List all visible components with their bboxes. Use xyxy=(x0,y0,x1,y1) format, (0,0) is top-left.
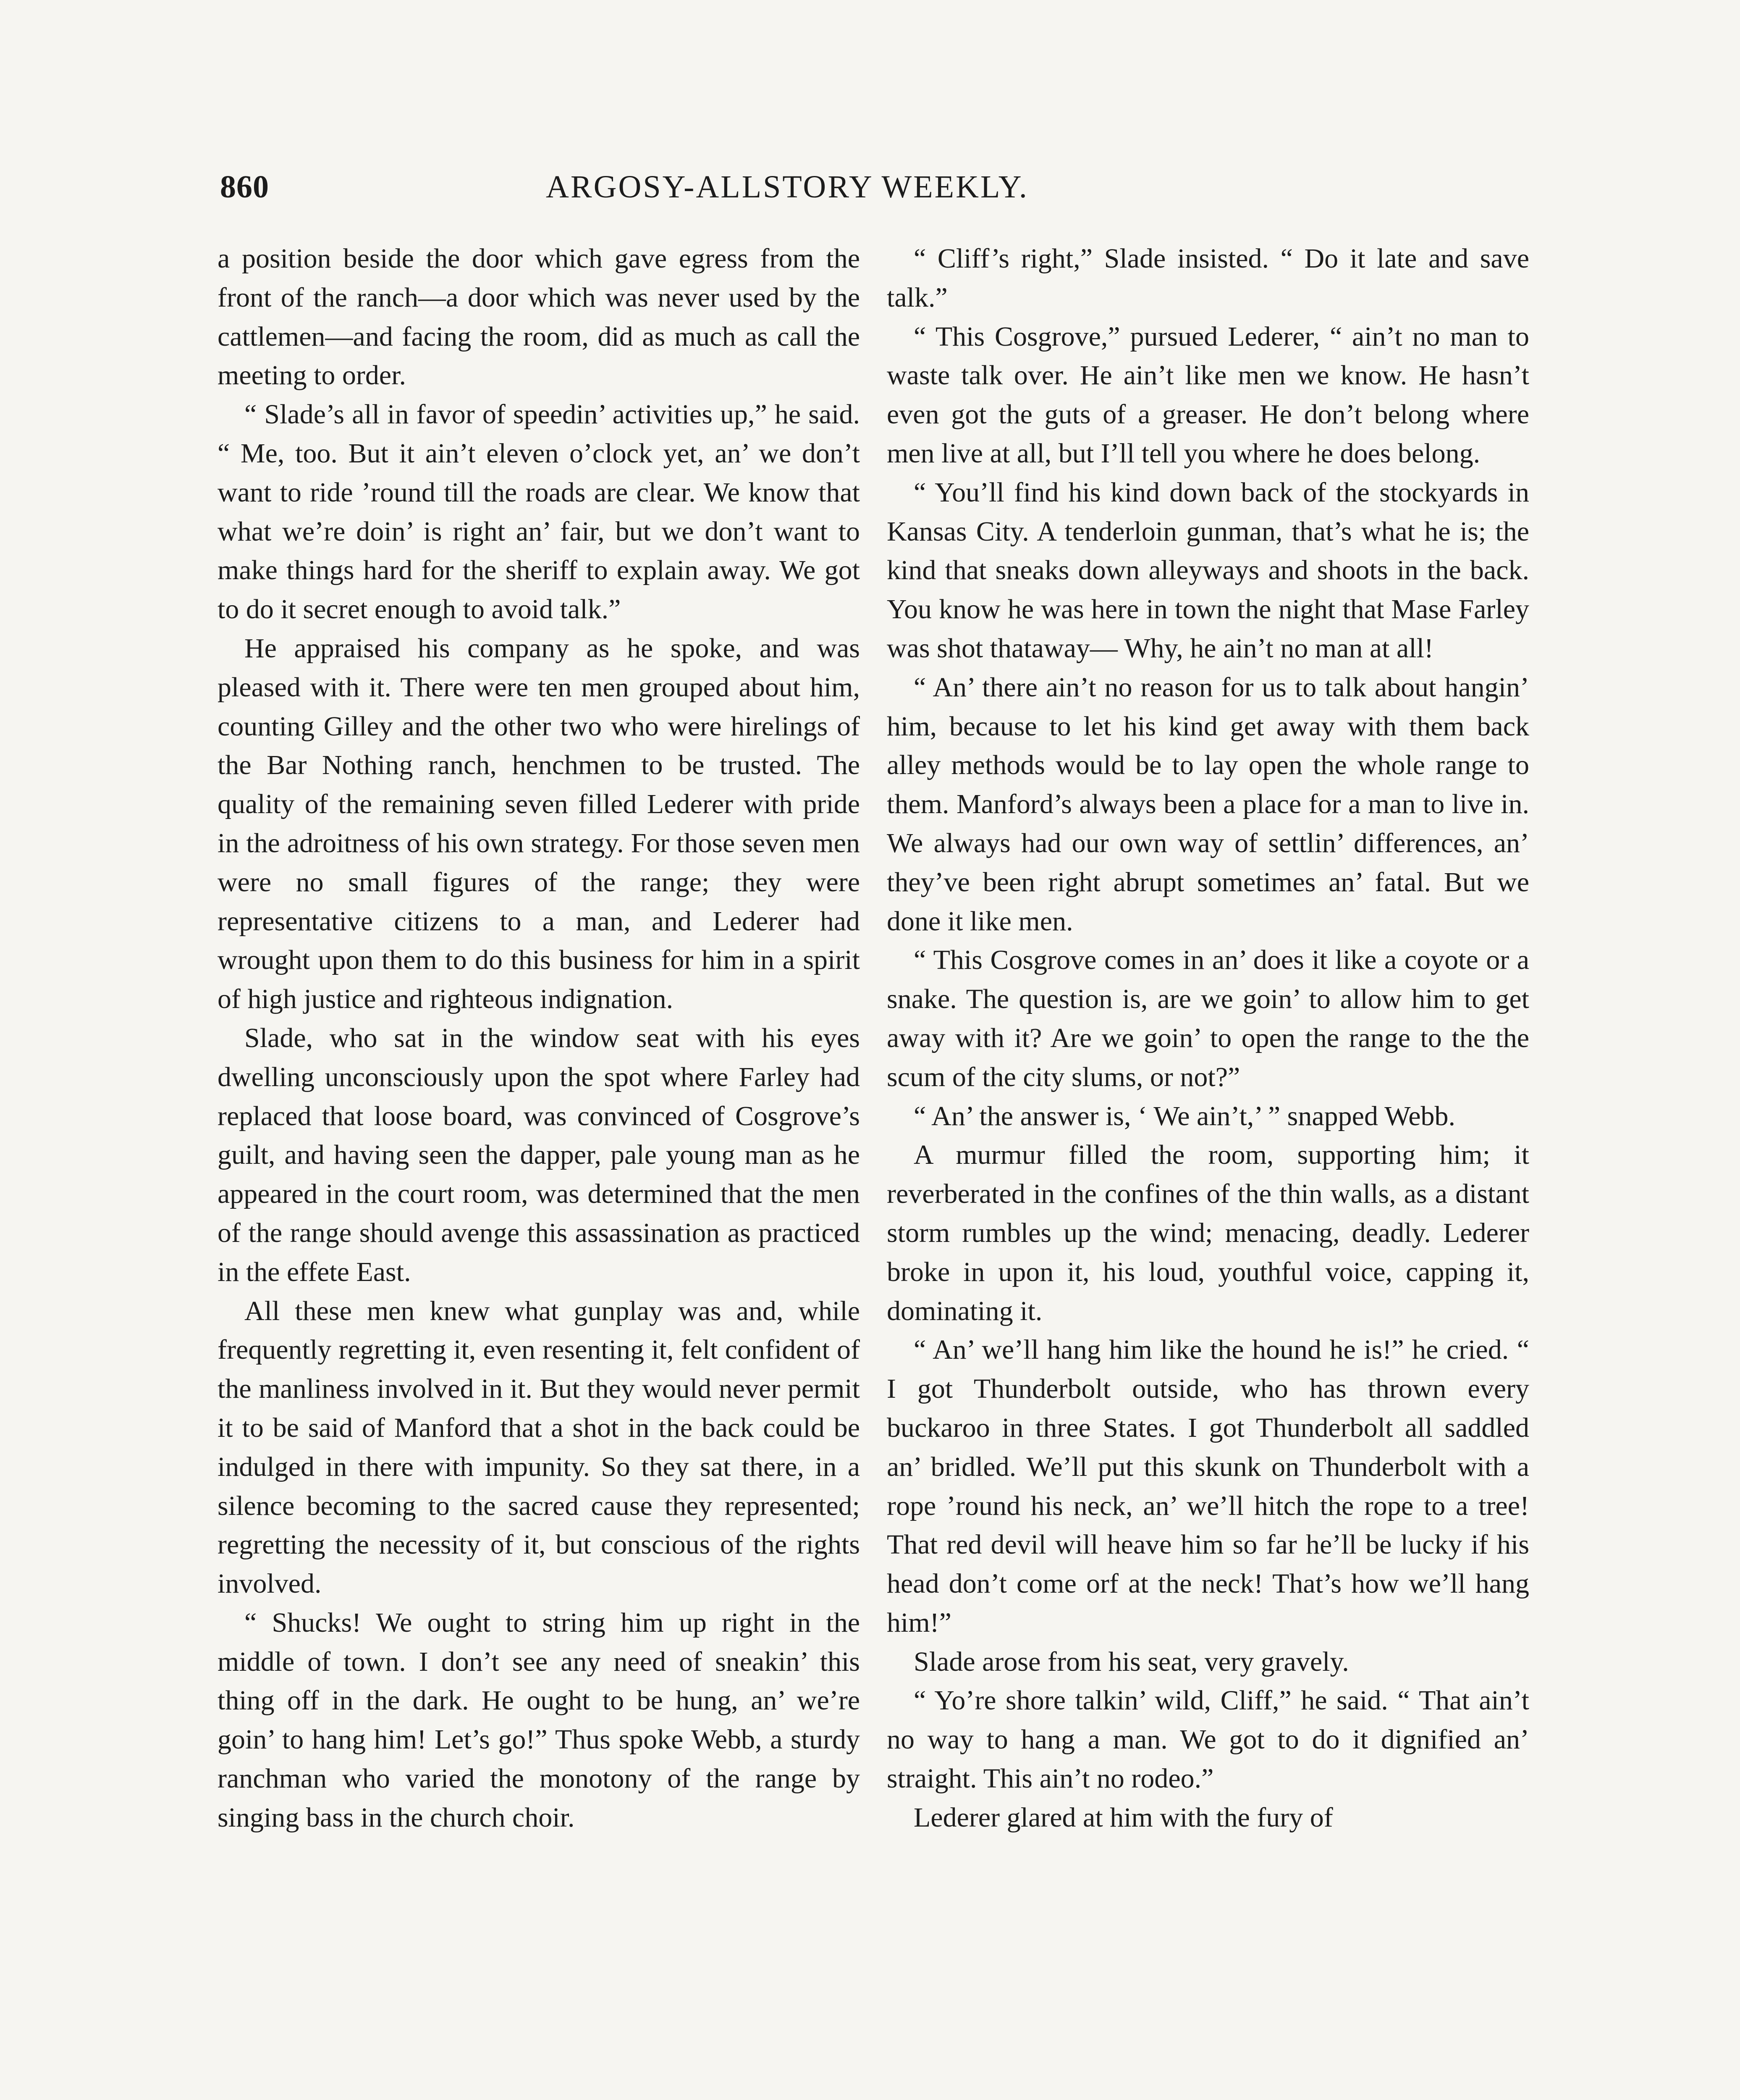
paragraph: Lederer glared at him with the fury of xyxy=(914,1802,1333,1833)
paragraph: “ Slade’s all in favor of speedin’ activities up,” he said. “ Me, too. But it ain’t eleven o’clock yet, an’ we don’t want to ride ’round till the roads are clear. We know that what we’re doin’ is right an’ fair, but we don’t want to make things hard for the sheriff to explain away. We got to do it secret enough to avoid talk.” xyxy=(218,399,860,625)
paragraph: A murmur filled the room, supporting him; it reverberated in the confines of the thin walls, as a distant storm rumbles up the wind; menacing, deadly. Lederer broke in upon it, his loud, youthful voice, capping it, dominating it. xyxy=(887,1139,1529,1326)
paragraph: “ Cliff’s right,” Slade insisted. “ Do it late and save talk.” xyxy=(887,243,1529,313)
paragraph: “ Shucks! We ought to string him up right in the middle of town. I don’t see any need of sneakin’ this thing off in the dark. He ought to be hung, an’ we’re goin’ to hang him! Let’s go!” Thus spoke Webb, a sturdy ranchman who varied the monotony of the range by singing bass in the church choir. xyxy=(218,1607,860,1833)
paragraph: “ Yo’re shore talkin’ wild, Cliff,” he said. “ That ain’t no way to hang a man. We got to do it dignified an’ straight. This ain’t no rodeo.” xyxy=(887,1685,1529,1794)
paragraph: “ An’ there ain’t no reason for us to talk about hangin’ him, because to let his kind get away with them back alley methods would be to lay open the whole range to them. Manford’s always been a place for a man to live in. We always had our own way of settlin’ differences, an’ they’ve been right abrupt sometimes an’ fatal. But we done it like men. xyxy=(887,672,1529,937)
running-head: ARGOSY-ALLSTORY WEEKLY. xyxy=(546,169,1029,205)
paragraph: Slade, who sat in the window seat with his eyes dwelling unconsciously upon the spot where Farley had replaced that loose board, was convinced of Cosgrove’s guilt, and having seen the dapper, pale young man as he appeared in the court room, was determined that the men of the range should avenge this assassination as practiced in the effete East. xyxy=(218,1022,860,1287)
paragraph: “ This Cosgrove comes in an’ does it like a coyote or a snake. The question is, are we goin’ to allow him to get away with it? Are we goin’ to open the range to the the scum of the city slums, or not?” xyxy=(887,945,1529,1092)
right-column xyxy=(887,239,1529,2100)
paragraph: Slade arose from his seat, very gravely. xyxy=(914,1646,1349,1677)
paragraph: “ An’ we’ll hang him like the hound he is!” he cried. “ I got Thunderbolt outside, who has thrown every buckaroo in three States. I got Thunderbolt all saddled an’ bridled. We’ll put this skunk on Thunderbolt with a rope ’round his neck, an’ we’ll hitch the rope to a tree! That red devil will heave him so far he’ll be lucky if his head don’t come orf at the neck! That’s how we’ll hang him!” xyxy=(887,1334,1529,1638)
paragraph: He appraised his company as he spoke, and was pleased with it. There were ten men grouped about him, counting Gilley and the other two who were hirelings of the Bar Nothing ranch, henchmen to be trusted. The quality of the remaining seven filled Lederer with pride in the adroitness of his own strategy. For those seven men were no small figures of the range; they were representative citizens to a man, and Lederer had wrought upon them to do this business for him in a spirit of high justice and righteous indignation. xyxy=(218,633,860,1015)
paragraph: “ You’ll find his kind down back of the stockyards in Kansas City. A tenderloin gunman, that’s what he is; the kind that sneaks down alleyways and shoots in the back. You know he was here in town the night that Mase Farley was shot thataway— Why, he ain’t no man at all! xyxy=(887,477,1529,664)
paragraph: “ An’ the answer is, ‘ We ain’t,’ ” snapped Webb. xyxy=(914,1100,1456,1131)
paragraph: All these men knew what gunplay was and, while frequently regretting it, even resenting it, felt confident of the manliness involved in it. But they would never permit it to be said of Manford that a shot in the back could be indulged in there with impunity. So they sat there, in a silence becoming to the sacred cause they represented; regretting the necessity of it, but conscious of the rights involved. xyxy=(218,1295,860,1599)
paragraph: “ This Cosgrove,” pursued Lederer, “ ain’t no man to waste talk over. He ain’t like men we know. He hasn’t even got the guts of a greaser. He don’t belong where men live at all, but I’ll tell you where he does belong. xyxy=(887,321,1529,469)
left-column xyxy=(218,239,860,2100)
page-number: 860 xyxy=(220,169,269,205)
paragraph: a position beside the door which gave egress from the front of the ranch—a door which was never used by the cattlemen—and facing the room, did as much as call the meeting to order. xyxy=(218,243,860,391)
